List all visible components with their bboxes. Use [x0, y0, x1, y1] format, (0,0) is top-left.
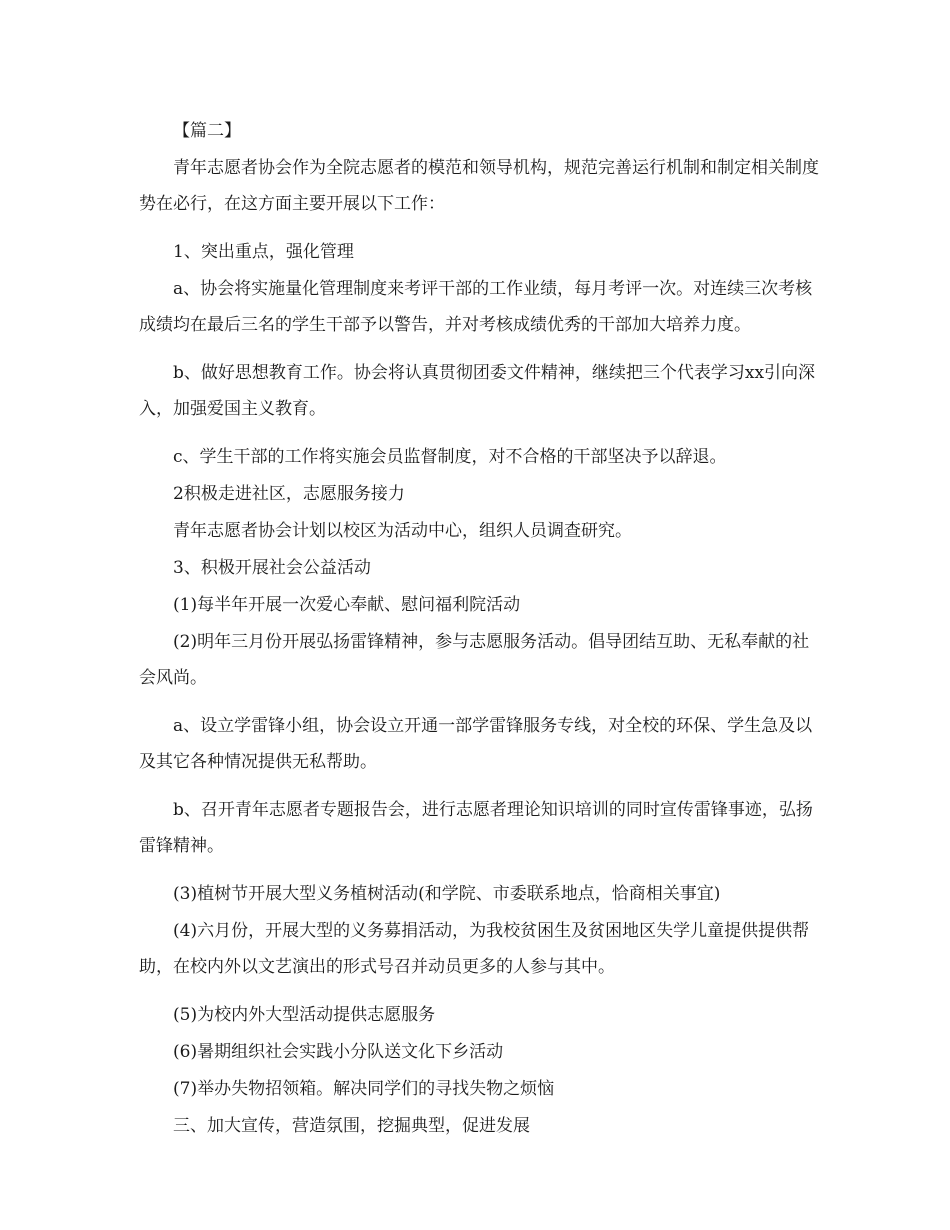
item-3-heading: 3、积极开展社会公益活动 — [173, 558, 371, 578]
item-1b-paragraph: b、做好思想教育工作。协会将认真贯彻团委文件精神，继续把三个代表学习xx引向深入，加强爱国主义教育。 — [139, 363, 816, 419]
item-1c-paragraph: c、学生干部的工作将实施会员监督制度，对不合格的干部坚决予以辞退。 — [173, 447, 727, 467]
section-heading: 【篇二】 — [173, 121, 241, 141]
item-2-paragraph: 青年志愿者协会计划以校区为活动中心，组织人员调查研究。 — [173, 521, 632, 541]
item-3-4-paragraph: (4)六月份，开展大型的义务募捐活动，为我校贫困生及贫困地区失学儿童提供提供帮助，在校内外以文艺演出的形式号召并动员更多的人参与其中。 — [139, 921, 810, 977]
item-3-6-paragraph: (6)暑期组织社会实践小分队送文化下乡活动 — [173, 1042, 504, 1062]
section-3-heading: 三、加大宣传，营造氛围，挖掘典型，促进发展 — [173, 1116, 530, 1136]
item-1a-paragraph: a、协会将实施量化管理制度来考评干部的工作业绩，每月考评一次。对连续三次考核成绩均在最后三名的学生干部予以警告，并对考核成绩优秀的干部加大培养力度。 — [139, 279, 813, 335]
item-3-3-paragraph: (3)植树节开展大型义务植树活动(和学院、市委联系地点，恰商相关事宜) — [173, 884, 721, 904]
item-3-2a-paragraph: a、设立学雷锋小组，协会设立开通一部学雷锋服务专线，对全校的环保、学生急及以及其它各种情况提供无私帮助。 — [139, 716, 813, 772]
item-3-7-paragraph: (7)举办失物招领箱。解决同学们的寻找失物之烦恼 — [173, 1079, 555, 1099]
item-3-5-paragraph: (5)为校内外大型活动提供志愿服务 — [173, 1005, 436, 1025]
intro-paragraph: 青年志愿者协会作为全院志愿者的模范和领导机构，规范完善运行机制和制定相关制度势在必行，在这方面主要开展以下工作： — [139, 158, 819, 214]
item-3-1-paragraph: (1)每半年开展一次爱心奉献、慰问福利院活动 — [173, 595, 521, 615]
item-3-2b-paragraph: b、召开青年志愿者专题报告会，进行志愿者理论知识培训的同时宣传雷锋事迹，弘扬雷锋精神。 — [139, 800, 813, 856]
document-body — [139, 113, 819, 1145]
item-1-heading: 1、突出重点，强化管理 — [173, 242, 354, 262]
item-3-2-paragraph: (2)明年三月份开展弘扬雷锋精神，参与志愿服务活动。倡导团结互助、无私奉献的社会风尚。 — [139, 632, 810, 688]
item-2-heading: 2积极走进社区，志愿服务接力 — [173, 484, 405, 504]
